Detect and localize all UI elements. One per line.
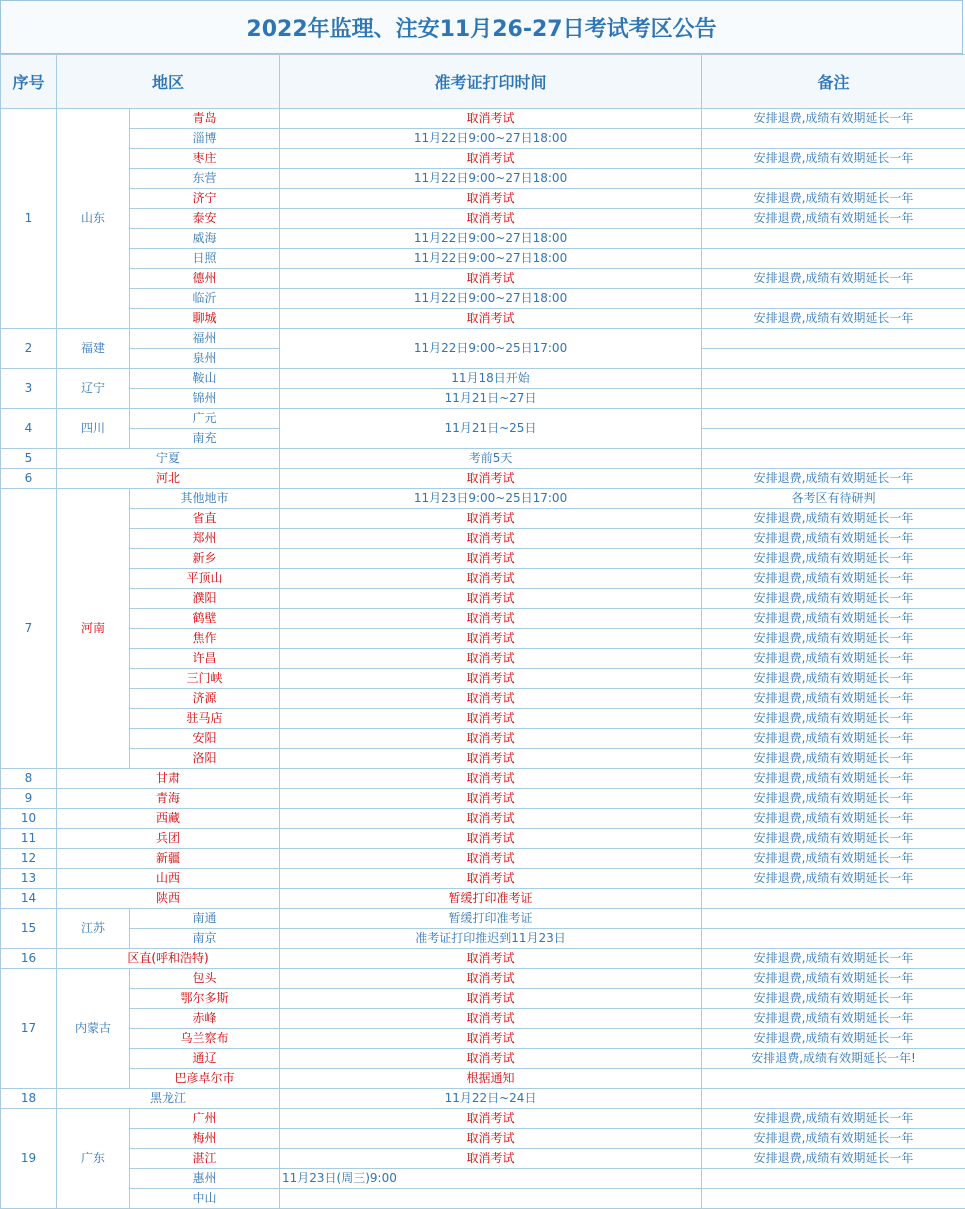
- serial-cell: 4: [1, 409, 57, 449]
- print-time-cell: 取消考试: [280, 729, 702, 749]
- table-row: [1, 189, 965, 209]
- remark-cell: [702, 389, 965, 409]
- region-cell: 河北: [57, 469, 280, 489]
- region-cell: 山西: [57, 869, 280, 889]
- table-row: [1, 409, 965, 429]
- header-print-time: 准考证打印时间: [280, 55, 702, 109]
- table-row: [1, 289, 965, 309]
- serial-cell: 17: [1, 969, 57, 1089]
- serial-cell: 5: [1, 449, 57, 469]
- print-time-cell: 取消考试: [280, 969, 702, 989]
- table-row: [1, 909, 965, 929]
- remark-cell: [702, 1169, 965, 1189]
- remark-cell: [702, 409, 965, 429]
- remark-cell: 安排退费,成绩有效期延长一年: [702, 309, 965, 329]
- remark-cell: [702, 129, 965, 149]
- table-row: [1, 149, 965, 169]
- exam-region-table: [0, 54, 965, 1209]
- remark-cell: [702, 289, 965, 309]
- remark-cell: 安排退费,成绩有效期延长一年: [702, 1129, 965, 1149]
- table-body: [1, 109, 965, 1209]
- serial-cell: 12: [1, 849, 57, 869]
- print-time-cell: 11月21日~25日: [280, 409, 702, 449]
- table-row: [1, 469, 965, 489]
- table-row: [1, 649, 965, 669]
- table-row: [1, 229, 965, 249]
- province-cell: 福建: [57, 329, 130, 369]
- table-row: [1, 709, 965, 729]
- table-row: [1, 169, 965, 189]
- table-row: [1, 1029, 965, 1049]
- table-row: [1, 1189, 965, 1209]
- table-row: [1, 1129, 965, 1149]
- remark-cell: [702, 1089, 965, 1109]
- table-row: [1, 489, 965, 509]
- serial-cell: 18: [1, 1089, 57, 1109]
- city-cell: 郑州: [130, 529, 280, 549]
- table-header-row: [1, 55, 965, 109]
- remark-cell: [702, 229, 965, 249]
- table-row: [1, 249, 965, 269]
- print-time-cell: 取消考试: [280, 309, 702, 329]
- remark-cell: 安排退费,成绩有效期延长一年: [702, 569, 965, 589]
- print-time-cell: 取消考试: [280, 529, 702, 549]
- table-row: [1, 209, 965, 229]
- table-row: [1, 1049, 965, 1069]
- region-cell: 黑龙江: [57, 1089, 280, 1109]
- table-row: [1, 1089, 965, 1109]
- city-cell: 泉州: [130, 349, 280, 369]
- table-row: [1, 1169, 965, 1189]
- city-cell: 东营: [130, 169, 280, 189]
- serial-cell: 15: [1, 909, 57, 949]
- print-time-cell: [280, 1189, 702, 1209]
- remark-cell: [702, 169, 965, 189]
- remark-cell: 安排退费,成绩有效期延长一年: [702, 609, 965, 629]
- city-cell: 赤峰: [130, 1009, 280, 1029]
- remark-cell: [702, 329, 965, 349]
- print-time-cell: 考前5天: [280, 449, 702, 469]
- city-cell: 青岛: [130, 109, 280, 129]
- header-region: 地区: [57, 55, 280, 109]
- print-time-cell: 取消考试: [280, 709, 702, 729]
- table-row: [1, 589, 965, 609]
- serial-cell: 7: [1, 489, 57, 769]
- table-row: [1, 569, 965, 589]
- serial-cell: 16: [1, 949, 57, 969]
- table-row: [1, 869, 965, 889]
- remark-cell: 安排退费,成绩有效期延长一年: [702, 949, 965, 969]
- remark-cell: 安排退费,成绩有效期延长一年: [702, 1149, 965, 1169]
- remark-cell: 安排退费,成绩有效期延长一年: [702, 969, 965, 989]
- table-row: [1, 449, 965, 469]
- print-time-cell: 取消考试: [280, 589, 702, 609]
- print-time-cell: 取消考试: [280, 769, 702, 789]
- print-time-cell: 取消考试: [280, 849, 702, 869]
- city-cell: 濮阳: [130, 589, 280, 609]
- serial-cell: 14: [1, 889, 57, 909]
- print-time-cell: 取消考试: [280, 1049, 702, 1069]
- print-time-cell: 取消考试: [280, 789, 702, 809]
- province-cell: 江苏: [57, 909, 130, 949]
- table-row: [1, 969, 965, 989]
- remark-cell: 安排退费,成绩有效期延长一年: [702, 269, 965, 289]
- serial-cell: 2: [1, 329, 57, 369]
- print-time-cell: 11月23日9:00~25日17:00: [280, 489, 702, 509]
- remark-cell: 安排退费,成绩有效期延长一年: [702, 689, 965, 709]
- city-cell: 包头: [130, 969, 280, 989]
- city-cell: 平顶山: [130, 569, 280, 589]
- remark-cell: [702, 429, 965, 449]
- table-row: [1, 1009, 965, 1029]
- remark-cell: 安排退费,成绩有效期延长一年: [702, 809, 965, 829]
- table-row: [1, 529, 965, 549]
- city-cell: 鞍山: [130, 369, 280, 389]
- remark-cell: 安排退费,成绩有效期延长一年!: [702, 1049, 965, 1069]
- region-cell: 陕西: [57, 889, 280, 909]
- city-cell: 其他地市: [130, 489, 280, 509]
- city-cell: 中山: [130, 1189, 280, 1209]
- print-time-cell: 取消考试: [280, 609, 702, 629]
- remark-cell: [702, 909, 965, 929]
- remark-cell: 安排退费,成绩有效期延长一年: [702, 529, 965, 549]
- print-time-cell: 取消考试: [280, 209, 702, 229]
- remark-cell: 安排退费,成绩有效期延长一年: [702, 649, 965, 669]
- city-cell: 三门峡: [130, 669, 280, 689]
- serial-cell: 6: [1, 469, 57, 489]
- table-row: [1, 929, 965, 949]
- city-cell: 枣庄: [130, 149, 280, 169]
- table-row: [1, 729, 965, 749]
- print-time-cell: 准考证打印推迟到11月23日: [280, 929, 702, 949]
- province-cell: 内蒙古: [57, 969, 130, 1089]
- table-row: [1, 829, 965, 849]
- print-time-cell: 根据通知: [280, 1069, 702, 1089]
- table-row: [1, 1149, 965, 1169]
- city-cell: 南京: [130, 929, 280, 949]
- remark-cell: 安排退费,成绩有效期延长一年: [702, 509, 965, 529]
- serial-cell: 10: [1, 809, 57, 829]
- page-title: 2022年监理、注安11月26-27日考试考区公告: [0, 0, 963, 54]
- table-row: [1, 769, 965, 789]
- city-cell: 鄂尔多斯: [130, 989, 280, 1009]
- table-row: [1, 749, 965, 769]
- city-cell: 日照: [130, 249, 280, 269]
- city-cell: 惠州: [130, 1169, 280, 1189]
- print-time-cell: 取消考试: [280, 269, 702, 289]
- table-row: [1, 1109, 965, 1129]
- remark-cell: [702, 249, 965, 269]
- header-remarks: 备注: [702, 55, 965, 109]
- remark-cell: 安排退费,成绩有效期延长一年: [702, 869, 965, 889]
- print-time-cell: 暂缓打印准考证: [280, 909, 702, 929]
- table-row: [1, 689, 965, 709]
- remark-cell: [702, 929, 965, 949]
- remark-cell: 安排退费,成绩有效期延长一年: [702, 1109, 965, 1129]
- table-row: [1, 129, 965, 149]
- print-time-cell: 取消考试: [280, 1149, 702, 1169]
- remark-cell: 安排退费,成绩有效期延长一年: [702, 549, 965, 569]
- print-time-cell: 暂缓打印准考证: [280, 889, 702, 909]
- city-cell: 临沂: [130, 289, 280, 309]
- city-cell: 锦州: [130, 389, 280, 409]
- remark-cell: 安排退费,成绩有效期延长一年: [702, 629, 965, 649]
- serial-cell: 1: [1, 109, 57, 329]
- remark-cell: 安排退费,成绩有效期延长一年: [702, 189, 965, 209]
- remark-cell: 安排退费,成绩有效期延长一年: [702, 829, 965, 849]
- city-cell: 济宁: [130, 189, 280, 209]
- remark-cell: [702, 889, 965, 909]
- city-cell: 广州: [130, 1109, 280, 1129]
- city-cell: 梅州: [130, 1129, 280, 1149]
- city-cell: 南充: [130, 429, 280, 449]
- region-cell: 甘肃: [57, 769, 280, 789]
- province-cell: 广东: [57, 1109, 130, 1209]
- print-time-cell: 取消考试: [280, 869, 702, 889]
- remark-cell: [702, 1189, 965, 1209]
- region-cell: 区直(呼和浩特): [57, 949, 280, 969]
- region-cell: 兵团: [57, 829, 280, 849]
- print-time-cell: 取消考试: [280, 689, 702, 709]
- remark-cell: 安排退费,成绩有效期延长一年: [702, 769, 965, 789]
- province-cell: 辽宁: [57, 369, 130, 409]
- header-serial: 序号: [1, 55, 57, 109]
- remark-cell: [702, 449, 965, 469]
- table-row: [1, 329, 965, 349]
- table-row: [1, 629, 965, 649]
- serial-cell: 3: [1, 369, 57, 409]
- remark-cell: 安排退费,成绩有效期延长一年: [702, 709, 965, 729]
- remark-cell: 各考区有待研判: [702, 489, 965, 509]
- table-row: [1, 509, 965, 529]
- region-cell: 宁夏: [57, 449, 280, 469]
- print-time-cell: 取消考试: [280, 989, 702, 1009]
- serial-cell: 13: [1, 869, 57, 889]
- print-time-cell: 取消考试: [280, 829, 702, 849]
- table-row: [1, 549, 965, 569]
- city-cell: 新乡: [130, 549, 280, 569]
- remark-cell: 安排退费,成绩有效期延长一年: [702, 669, 965, 689]
- print-time-cell: 11月22日9:00~25日17:00: [280, 329, 702, 369]
- province-cell: 四川: [57, 409, 130, 449]
- print-time-cell: 11月22日9:00~27日18:00: [280, 289, 702, 309]
- table-row: [1, 989, 965, 1009]
- remark-cell: [702, 349, 965, 369]
- print-time-cell: 取消考试: [280, 549, 702, 569]
- print-time-cell: 取消考试: [280, 629, 702, 649]
- city-cell: 驻马店: [130, 709, 280, 729]
- table-row: [1, 309, 965, 329]
- serial-cell: 11: [1, 829, 57, 849]
- table-row: [1, 669, 965, 689]
- print-time-cell: 11月22日9:00~27日18:00: [280, 229, 702, 249]
- city-cell: 乌兰察布: [130, 1029, 280, 1049]
- remark-cell: 安排退费,成绩有效期延长一年: [702, 1009, 965, 1029]
- city-cell: 南通: [130, 909, 280, 929]
- region-cell: 西藏: [57, 809, 280, 829]
- city-cell: 泰安: [130, 209, 280, 229]
- table-row: [1, 389, 965, 409]
- table-row: [1, 849, 965, 869]
- remark-cell: 安排退费,成绩有效期延长一年: [702, 469, 965, 489]
- table-row: [1, 1069, 965, 1089]
- city-cell: 洛阳: [130, 749, 280, 769]
- city-cell: 淄博: [130, 129, 280, 149]
- print-time-cell: 取消考试: [280, 469, 702, 489]
- table-row: [1, 109, 965, 129]
- remark-cell: 安排退费,成绩有效期延长一年: [702, 149, 965, 169]
- print-time-cell: 取消考试: [280, 1029, 702, 1049]
- print-time-cell: 取消考试: [280, 949, 702, 969]
- print-time-cell: 取消考试: [280, 569, 702, 589]
- print-time-cell: 取消考试: [280, 1109, 702, 1129]
- print-time-cell: 11月22日9:00~27日18:00: [280, 129, 702, 149]
- city-cell: 湛江: [130, 1149, 280, 1169]
- table-row: [1, 369, 965, 389]
- print-time-cell: 取消考试: [280, 1129, 702, 1149]
- print-time-cell: 11月18日开始: [280, 369, 702, 389]
- city-cell: 安阳: [130, 729, 280, 749]
- province-cell: 河南: [57, 489, 130, 769]
- city-cell: 通辽: [130, 1049, 280, 1069]
- print-time-cell: 取消考试: [280, 749, 702, 769]
- city-cell: 许昌: [130, 649, 280, 669]
- province-cell: 山东: [57, 109, 130, 329]
- table-row: [1, 609, 965, 629]
- remark-cell: 安排退费,成绩有效期延长一年: [702, 109, 965, 129]
- table-row: [1, 789, 965, 809]
- table-row: [1, 889, 965, 909]
- remark-cell: 安排退费,成绩有效期延长一年: [702, 589, 965, 609]
- remark-cell: 安排退费,成绩有效期延长一年: [702, 849, 965, 869]
- city-cell: 福州: [130, 329, 280, 349]
- print-time-cell: 11月22日9:00~27日18:00: [280, 249, 702, 269]
- remark-cell: 安排退费,成绩有效期延长一年: [702, 989, 965, 1009]
- remark-cell: 安排退费,成绩有效期延长一年: [702, 749, 965, 769]
- remark-cell: 安排退费,成绩有效期延长一年: [702, 729, 965, 749]
- city-cell: 广元: [130, 409, 280, 429]
- print-time-cell: 取消考试: [280, 809, 702, 829]
- remark-cell: [702, 1069, 965, 1089]
- serial-cell: 8: [1, 769, 57, 789]
- print-time-cell: 取消考试: [280, 109, 702, 129]
- print-time-cell: 取消考试: [280, 1009, 702, 1029]
- print-time-cell: 取消考试: [280, 669, 702, 689]
- print-time-cell: 11月22日9:00~27日18:00: [280, 169, 702, 189]
- print-time-cell: 取消考试: [280, 509, 702, 529]
- city-cell: 德州: [130, 269, 280, 289]
- table-row: [1, 949, 965, 969]
- remark-cell: [702, 369, 965, 389]
- city-cell: 济源: [130, 689, 280, 709]
- print-time-cell: 11月23日(周三)9:00: [280, 1169, 702, 1189]
- table-row: [1, 269, 965, 289]
- region-cell: 青海: [57, 789, 280, 809]
- serial-cell: 19: [1, 1109, 57, 1209]
- print-time-cell: 取消考试: [280, 649, 702, 669]
- remark-cell: 安排退费,成绩有效期延长一年: [702, 1029, 965, 1049]
- serial-cell: 9: [1, 789, 57, 809]
- city-cell: 鹤壁: [130, 609, 280, 629]
- print-time-cell: 取消考试: [280, 149, 702, 169]
- remark-cell: 安排退费,成绩有效期延长一年: [702, 209, 965, 229]
- region-cell: 新疆: [57, 849, 280, 869]
- print-time-cell: 取消考试: [280, 189, 702, 209]
- print-time-cell: 11月22日~24日: [280, 1089, 702, 1109]
- table-row: [1, 809, 965, 829]
- remark-cell: 安排退费,成绩有效期延长一年: [702, 789, 965, 809]
- print-time-cell: 11月21日~27日: [280, 389, 702, 409]
- city-cell: 焦作: [130, 629, 280, 649]
- city-cell: 巴彦卓尔市: [130, 1069, 280, 1089]
- city-cell: 威海: [130, 229, 280, 249]
- city-cell: 省直: [130, 509, 280, 529]
- city-cell: 聊城: [130, 309, 280, 329]
